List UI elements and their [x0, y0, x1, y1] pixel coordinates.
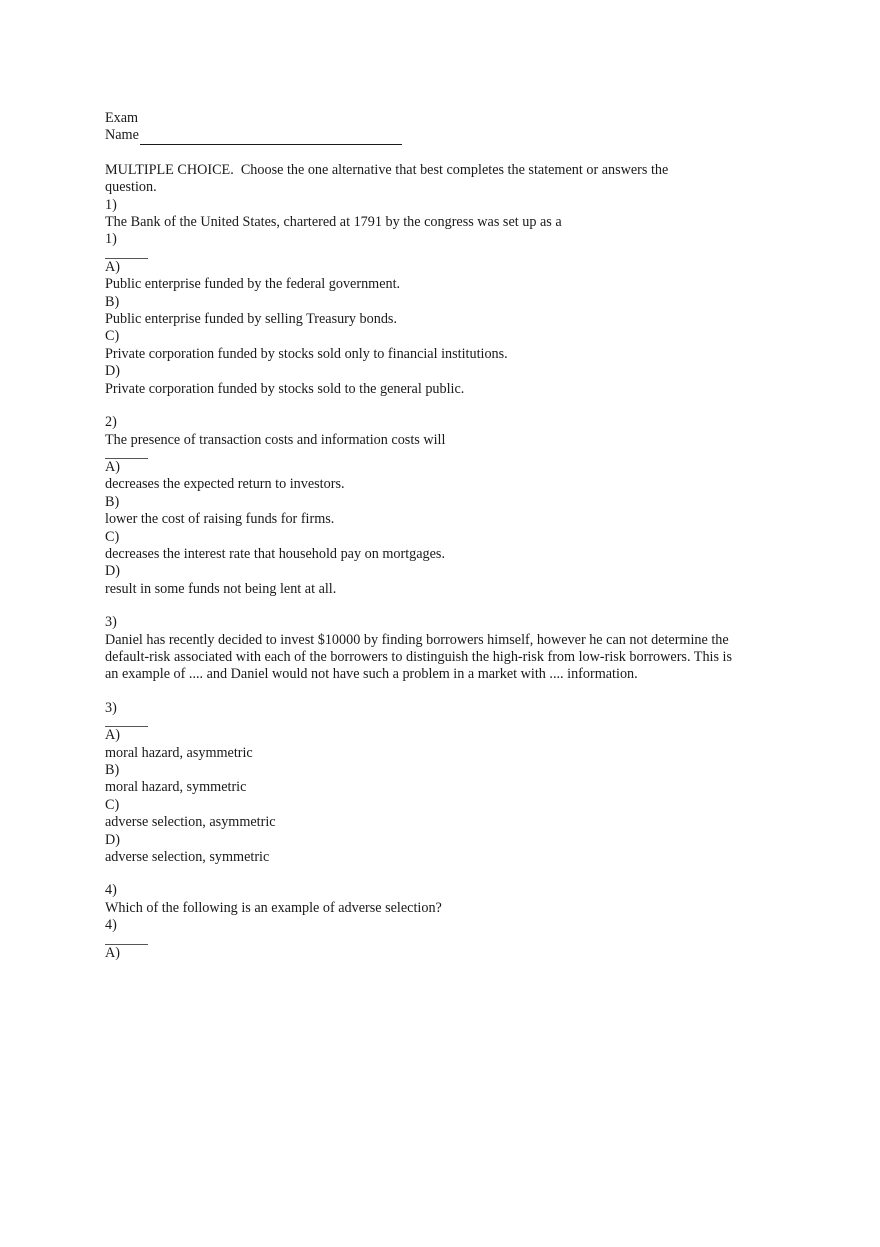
option-letter: A)	[105, 727, 120, 744]
option-text: result in some funds not being lent at all.	[105, 580, 337, 597]
option-letter: A)	[105, 258, 120, 275]
question-text-line-3: an example of .... and Daniel would not have such a problem in a market with .... information.	[105, 666, 638, 683]
option-letter: B)	[105, 293, 120, 310]
question-number: 3)	[105, 614, 117, 631]
answer-blank	[105, 449, 148, 459]
question-text: The Bank of the United States, chartered at 1791 by the congress was set up as a	[105, 214, 562, 231]
option-text: adverse selection, asymmetric	[105, 814, 276, 831]
exam-label: Exam	[105, 110, 139, 126]
question-1	[105, 197, 785, 398]
question-4	[105, 882, 785, 962]
option-text: Public enterprise funded by selling Treasury bonds.	[105, 311, 397, 328]
option-letter: B)	[105, 762, 120, 778]
question-number: 1)	[105, 196, 117, 213]
instructions-line-1: MULTIPLE CHOICE. Choose the one alternative that best completes the statement or answers the	[105, 161, 669, 178]
option-text: decreases the interest rate that household pay on mortgages.	[105, 545, 445, 562]
question-3	[105, 614, 785, 866]
option-letter: A)	[105, 944, 120, 961]
option-text: decreases the expected return to investors.	[105, 476, 345, 493]
option-letter: C)	[105, 328, 120, 345]
option-text: adverse selection, symmetric	[105, 849, 270, 866]
option-text: lower the cost of raising funds for firms.	[105, 511, 335, 528]
question-text-line-2: default-risk associated with each of the borrowers to distinguish the high-risk from low-risk borrowers. This is	[105, 648, 733, 665]
option-letter: B)	[105, 493, 120, 510]
option-text: Private corporation funded by stocks sold only to financial institutions.	[105, 345, 508, 362]
answer-number: 1)	[105, 231, 117, 248]
name-field-line	[140, 130, 402, 145]
option-letter: D)	[105, 831, 120, 848]
answer-number: 3)	[105, 699, 117, 716]
question-text: Which of the following is an example of adverse selection?	[105, 899, 442, 916]
option-text: Public enterprise funded by the federal government.	[105, 276, 401, 293]
name-label: Name	[105, 127, 139, 144]
option-letter: A)	[105, 458, 120, 475]
question-2	[105, 414, 785, 598]
option-letter: D)	[105, 563, 120, 580]
exam-page	[105, 110, 785, 962]
answer-blank	[105, 935, 148, 945]
question-text: The presence of transaction costs and information costs will	[105, 431, 446, 448]
option-letter: D)	[105, 363, 120, 380]
answer-number: 4)	[105, 917, 117, 934]
option-text: moral hazard, asymmetric	[105, 744, 253, 761]
question-number: 2)	[105, 414, 117, 431]
instructions-line-2: question.	[105, 179, 157, 196]
answer-blank	[105, 717, 148, 727]
option-text: moral hazard, symmetric	[105, 779, 247, 796]
name-row	[105, 127, 785, 144]
option-letter: C)	[105, 796, 120, 813]
question-number: 4)	[105, 882, 117, 899]
question-text-line-1: Daniel has recently decided to invest $10000 by finding borrowers himself, however he can not determine the	[105, 631, 729, 648]
option-letter: C)	[105, 528, 120, 545]
answer-blank	[105, 249, 148, 259]
option-text: Private corporation funded by stocks sold to the general public.	[105, 380, 465, 397]
